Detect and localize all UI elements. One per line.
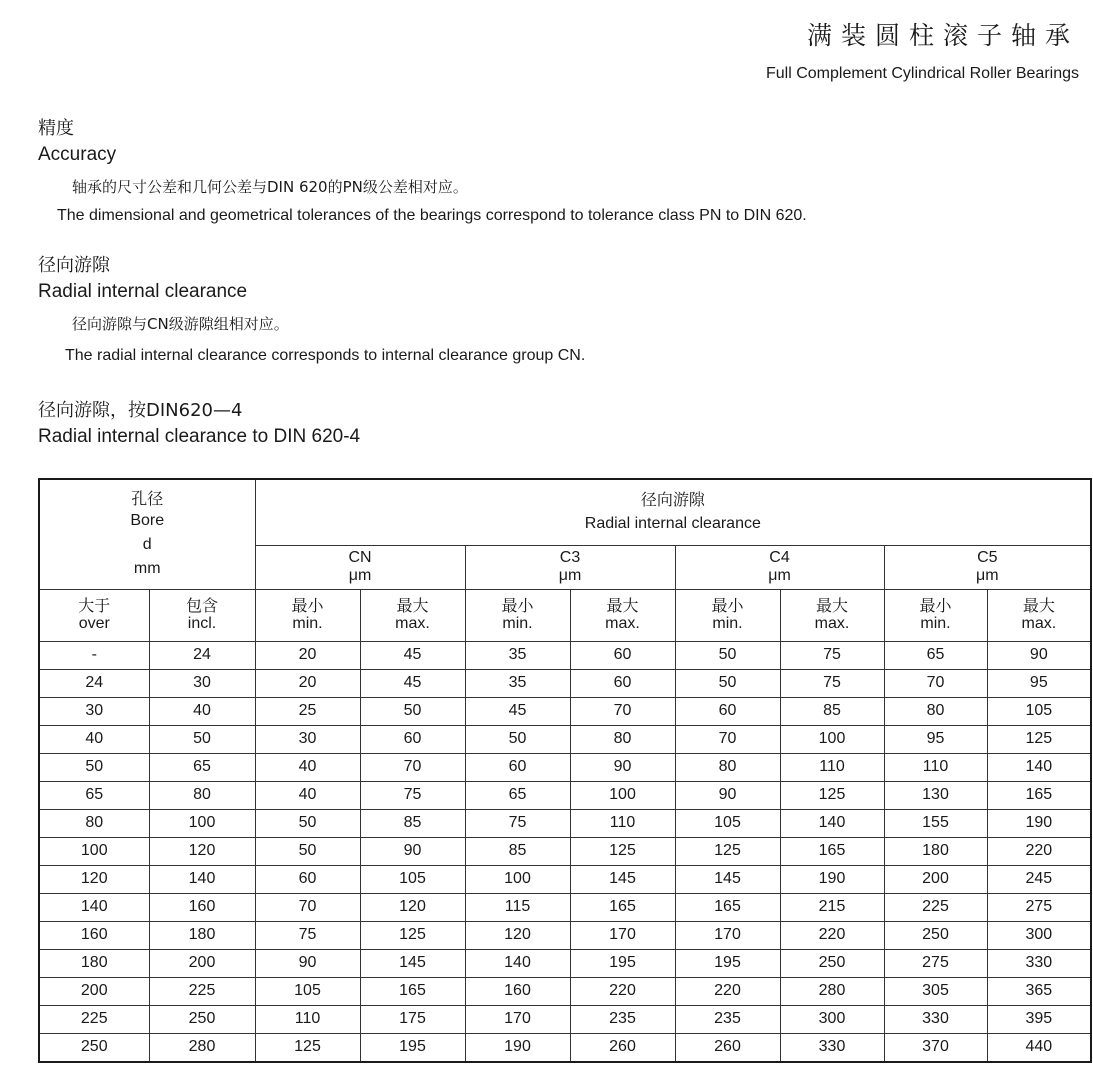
table-cell: 225 (884, 893, 987, 921)
table-cell: 120 (149, 837, 255, 865)
header-row-1 (39, 479, 1091, 545)
table-cell: 70 (360, 753, 465, 781)
table-cell: 120 (39, 865, 149, 893)
table-cell: 90 (987, 641, 1091, 669)
table-cell: 80 (675, 753, 780, 781)
group-c5-header (884, 545, 1091, 589)
table-cell: 125 (570, 837, 675, 865)
table-cell: 45 (360, 641, 465, 669)
table-cell: 145 (570, 865, 675, 893)
accuracy-text-cn: 轴承的尺寸公差和几何公差与DIN 620的PN级公差相对应。 (72, 178, 468, 196)
table-cell: 140 (39, 893, 149, 921)
table-row (39, 893, 1091, 921)
table-cell: 50 (675, 641, 780, 669)
sub-header-en: min. (920, 615, 951, 632)
table-cell: 125 (780, 781, 884, 809)
group-unit: μm (348, 567, 372, 584)
table-cell: 125 (255, 1033, 360, 1062)
header-row-3 (39, 589, 1091, 641)
table-cell: 365 (987, 977, 1091, 1005)
table-cell: 260 (570, 1033, 675, 1062)
table-cell: 70 (570, 697, 675, 725)
group-name: CN (348, 549, 372, 566)
col-min-header (465, 589, 570, 641)
table-cell: 165 (675, 893, 780, 921)
table-cell: 140 (149, 865, 255, 893)
table-cell: 85 (780, 697, 884, 725)
sub-header-cn: 最小 (291, 596, 324, 615)
table-cell: 105 (987, 697, 1091, 725)
table-row (39, 809, 1091, 837)
table-cell: 35 (465, 641, 570, 669)
table-heading-en: Radial internal clearance to DIN 620-4 (38, 426, 361, 447)
col-min-header (675, 589, 780, 641)
table-cell: 80 (884, 697, 987, 725)
col-min-header (255, 589, 360, 641)
table-cell: 70 (675, 725, 780, 753)
table-cell: 110 (780, 753, 884, 781)
table-cell: 50 (360, 697, 465, 725)
table-cell: 70 (884, 669, 987, 697)
table-row (39, 921, 1091, 949)
table-cell: 65 (465, 781, 570, 809)
table-cell: 50 (39, 753, 149, 781)
clearance-header (255, 479, 1091, 545)
table-cell: 70 (255, 893, 360, 921)
table-cell: 125 (360, 921, 465, 949)
table-cell: 120 (465, 921, 570, 949)
table-cell: 195 (675, 949, 780, 977)
table-cell: 90 (360, 837, 465, 865)
table-cell: 40 (149, 697, 255, 725)
sub-header-cn: 最大 (606, 596, 639, 615)
group-unit: μm (558, 567, 582, 584)
table-cell: 225 (39, 1005, 149, 1033)
table-cell: 60 (465, 753, 570, 781)
accuracy-text-en: The dimensional and geometrical tolerances of the bearings correspond to tolerance class PN to DIN 620. (57, 207, 807, 224)
table-cell: 235 (675, 1005, 780, 1033)
sub-header-cn: 最小 (711, 596, 744, 615)
table-cell: 275 (884, 949, 987, 977)
clearance-label-en: Radial internal clearance (584, 515, 761, 533)
table-cell: 105 (360, 865, 465, 893)
table-cell: 65 (39, 781, 149, 809)
sub-header-en: max. (395, 615, 430, 632)
table-cell: 80 (39, 809, 149, 837)
table-row (39, 697, 1091, 725)
sub-header-en: min. (502, 615, 533, 632)
table-cell: 24 (39, 669, 149, 697)
table-cell: 180 (39, 949, 149, 977)
clearance-heading-en: Radial internal clearance (38, 281, 248, 302)
bore-label-en: Bore (130, 512, 165, 530)
table-cell: 25 (255, 697, 360, 725)
table-cell: 370 (884, 1033, 987, 1062)
table-cell: 305 (884, 977, 987, 1005)
table-cell: 60 (360, 725, 465, 753)
page-title-cn: 满装圆柱滚子轴承 (806, 21, 1079, 50)
table-cell: 330 (987, 949, 1091, 977)
table-cell: 225 (149, 977, 255, 1005)
sub-header-en: min. (712, 615, 743, 632)
table-cell: 105 (255, 977, 360, 1005)
table-cell: 60 (675, 697, 780, 725)
table-row (39, 1005, 1091, 1033)
table-cell: 300 (780, 1005, 884, 1033)
table-cell: 110 (884, 753, 987, 781)
col-max-header (780, 589, 884, 641)
table-row (39, 1033, 1091, 1062)
table-cell: 180 (884, 837, 987, 865)
table-cell: 20 (255, 669, 360, 697)
group-name: C5 (977, 549, 998, 566)
table-row (39, 669, 1091, 697)
table-cell: 105 (675, 809, 780, 837)
table-cell: 80 (149, 781, 255, 809)
sub-header-en: max. (1021, 615, 1057, 632)
table-cell: 90 (570, 753, 675, 781)
table-cell: 24 (149, 641, 255, 669)
table-cell: 115 (465, 893, 570, 921)
table-row (39, 837, 1091, 865)
table-row (39, 977, 1091, 1005)
table-cell: 30 (39, 697, 149, 725)
table-cell: 180 (149, 921, 255, 949)
page-title-en: Full Complement Cylindrical Roller Bearings (766, 65, 1079, 82)
table-row (39, 641, 1091, 669)
table-cell: 250 (780, 949, 884, 977)
table-cell: 45 (360, 669, 465, 697)
table-cell: 80 (570, 725, 675, 753)
table-cell: 120 (360, 893, 465, 921)
table-cell: 165 (360, 977, 465, 1005)
table-cell: 30 (255, 725, 360, 753)
table-cell: 175 (360, 1005, 465, 1033)
table-cell: 220 (987, 837, 1091, 865)
table-cell: 40 (255, 753, 360, 781)
table-cell: 165 (987, 781, 1091, 809)
table-cell: 100 (570, 781, 675, 809)
table-cell: 145 (360, 949, 465, 977)
sub-header-cn: 最大 (396, 596, 429, 615)
table-row (39, 725, 1091, 753)
group-name: C3 (559, 549, 581, 566)
table-row (39, 949, 1091, 977)
group-c3-header (465, 545, 675, 589)
sub-header-en: min. (292, 615, 323, 632)
table-cell: 395 (987, 1005, 1091, 1033)
col-min-header (884, 589, 987, 641)
table-cell: 190 (465, 1033, 570, 1062)
table-cell: 160 (39, 921, 149, 949)
table-cell: 220 (570, 977, 675, 1005)
table-cell: 155 (884, 809, 987, 837)
sub-header-cn: 最大 (1022, 596, 1055, 615)
table-cell: 165 (780, 837, 884, 865)
table-cell: 275 (987, 893, 1091, 921)
table-cell: 40 (39, 725, 149, 753)
table-cell: 160 (149, 893, 255, 921)
sub-header-cn: 大于 (78, 596, 111, 615)
table-cell: 100 (149, 809, 255, 837)
clearance-text-cn: 径向游隙与CN级游隙组相对应。 (72, 315, 289, 333)
table-cell: 30 (149, 669, 255, 697)
bore-symbol: d (142, 536, 152, 554)
clearance-label-cn: 径向游隙 (640, 490, 705, 510)
table-cell: 85 (360, 809, 465, 837)
table-cell: 235 (570, 1005, 675, 1033)
table-cell: 35 (465, 669, 570, 697)
group-c4-header (675, 545, 884, 589)
table-row (39, 865, 1091, 893)
table-cell: 50 (149, 725, 255, 753)
table-cell: 75 (255, 921, 360, 949)
table-cell: 130 (884, 781, 987, 809)
bore-header (39, 479, 255, 589)
sub-header-en: max. (814, 615, 850, 632)
table-cell: 50 (255, 809, 360, 837)
table-cell: 110 (255, 1005, 360, 1033)
group-unit: μm (976, 567, 999, 584)
col-max-header (570, 589, 675, 641)
table-cell: 330 (884, 1005, 987, 1033)
table-cell: 50 (465, 725, 570, 753)
sub-header-en: over (78, 615, 110, 632)
table-cell: 125 (987, 725, 1091, 753)
table-cell: 85 (465, 837, 570, 865)
table-cell: 60 (255, 865, 360, 893)
table-cell: 165 (570, 893, 675, 921)
table-cell: 280 (149, 1033, 255, 1062)
table-cell: 250 (884, 921, 987, 949)
table-cell: 250 (149, 1005, 255, 1033)
table-cell: 160 (465, 977, 570, 1005)
table-cell: 75 (780, 641, 884, 669)
table-cell: 195 (570, 949, 675, 977)
table-cell: 170 (675, 921, 780, 949)
table-cell: 170 (465, 1005, 570, 1033)
sub-header-cn: 最小 (501, 596, 534, 615)
table-row (39, 781, 1091, 809)
group-cn-header (255, 545, 465, 589)
table-cell: 60 (570, 669, 675, 697)
table-cell: 200 (884, 865, 987, 893)
table-cell: 60 (570, 641, 675, 669)
col-over-header (39, 589, 149, 641)
table-cell: 90 (255, 949, 360, 977)
table-cell: 50 (675, 669, 780, 697)
clearance-heading-cn: 径向游隙 (38, 255, 110, 276)
table-cell: 100 (780, 725, 884, 753)
table-cell: 250 (39, 1033, 149, 1062)
clearance-table (38, 478, 1092, 1063)
col-max-header (987, 589, 1091, 641)
group-unit: μm (768, 567, 791, 584)
table-cell: 95 (987, 669, 1091, 697)
table-cell: 100 (465, 865, 570, 893)
sub-header-en: max. (605, 615, 640, 632)
table-row (39, 753, 1091, 781)
table-cell: 75 (360, 781, 465, 809)
accuracy-heading-cn: 精度 (38, 118, 74, 139)
table-cell: 95 (884, 725, 987, 753)
table-cell: 50 (255, 837, 360, 865)
table-cell: 140 (780, 809, 884, 837)
table-cell: 100 (39, 837, 149, 865)
bore-unit: mm (133, 560, 161, 578)
table-cell: 75 (465, 809, 570, 837)
table-cell: 75 (780, 669, 884, 697)
table-cell: 190 (987, 809, 1091, 837)
col-incl-header (149, 589, 255, 641)
table-cell: 300 (987, 921, 1091, 949)
sub-header-cn: 最小 (919, 596, 952, 615)
table-body (39, 641, 1091, 1062)
table-cell: 200 (149, 949, 255, 977)
table-cell: 140 (987, 753, 1091, 781)
table-cell: 280 (780, 977, 884, 1005)
table-cell: 220 (675, 977, 780, 1005)
bore-label-cn: 孔径 (131, 489, 164, 509)
table-cell: 195 (360, 1033, 465, 1062)
table-cell: 140 (465, 949, 570, 977)
table-cell: 65 (149, 753, 255, 781)
sub-header-en: incl. (187, 615, 217, 632)
table-heading-cn: 径向游隙，按DIN620—4 (38, 400, 243, 421)
table-cell: 260 (675, 1033, 780, 1062)
table-cell: 190 (780, 865, 884, 893)
table-cell: 20 (255, 641, 360, 669)
table-cell: 245 (987, 865, 1091, 893)
accuracy-heading-en: Accuracy (38, 144, 117, 165)
col-max-header (360, 589, 465, 641)
sub-header-cn: 包含 (186, 596, 219, 615)
table-cell: 125 (675, 837, 780, 865)
table-cell: 170 (570, 921, 675, 949)
table-cell: 145 (675, 865, 780, 893)
sub-header-cn: 最大 (816, 596, 849, 615)
group-name: C4 (769, 549, 790, 566)
table-cell: 65 (884, 641, 987, 669)
table-cell: 220 (780, 921, 884, 949)
table-cell: 440 (987, 1033, 1091, 1062)
clearance-text-en: The radial internal clearance corresponds to internal clearance group CN. (65, 347, 586, 364)
table-cell: 215 (780, 893, 884, 921)
table-cell: 90 (675, 781, 780, 809)
table-cell: 40 (255, 781, 360, 809)
table-cell: 45 (465, 697, 570, 725)
table-cell: 110 (570, 809, 675, 837)
table-cell: 330 (780, 1033, 884, 1062)
table-cell: 200 (39, 977, 149, 1005)
table-cell: - (39, 641, 149, 669)
